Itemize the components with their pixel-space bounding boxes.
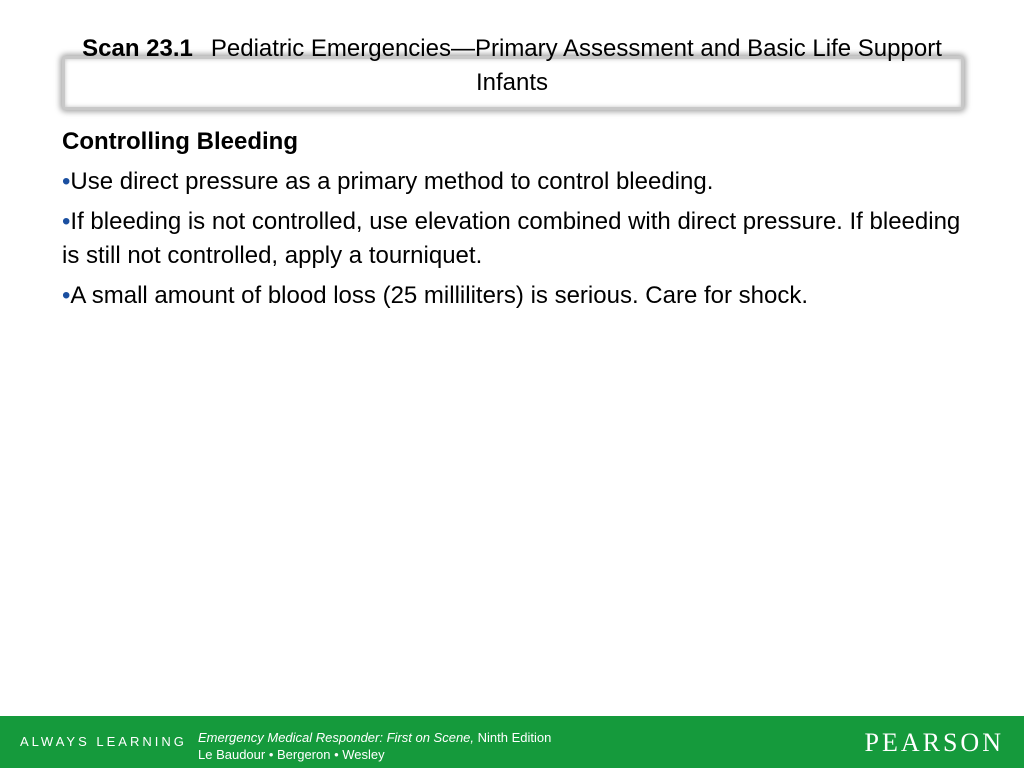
- section-heading: Controlling Bleeding: [62, 128, 298, 155]
- title-main: Pediatric Emergencies—Primary Assessment and Basic Life Support: [210, 35, 942, 62]
- slide-body: [62, 125, 972, 319]
- slide-title: [60, 32, 964, 100]
- pearson-logo: PEARSON: [864, 728, 1004, 757]
- book-authors: Le Baudour • Bergeron • Wesley: [198, 747, 385, 762]
- bullet-item: [62, 165, 972, 199]
- bullet-text: A small amount of blood loss (25 milliliters) is serious. Care for shock.: [70, 282, 809, 309]
- scan-label: Scan 23.1: [82, 35, 193, 62]
- book-title: Emergency Medical Responder: First on Scene,: [198, 730, 475, 745]
- bullet-dot-icon: •: [62, 282, 71, 309]
- bullet-dot-icon: •: [62, 208, 71, 235]
- footer-bar: [0, 716, 1024, 768]
- book-edition: Ninth Edition: [474, 730, 552, 745]
- bullet-item: [62, 279, 972, 313]
- bullet-dot-icon: •: [62, 168, 71, 195]
- bullet-text: If bleeding is not controlled, use elevation combined with direct pressure. If bleeding is still not controlled, apply a tourniquet.: [62, 208, 961, 269]
- book-info: [198, 729, 551, 763]
- bullet-item: [62, 205, 972, 273]
- bullet-text: Use direct pressure as a primary method to control bleeding.: [70, 168, 714, 195]
- title-subtitle: Infants: [475, 69, 549, 96]
- footer-tagline: ALWAYS LEARNING: [20, 734, 187, 749]
